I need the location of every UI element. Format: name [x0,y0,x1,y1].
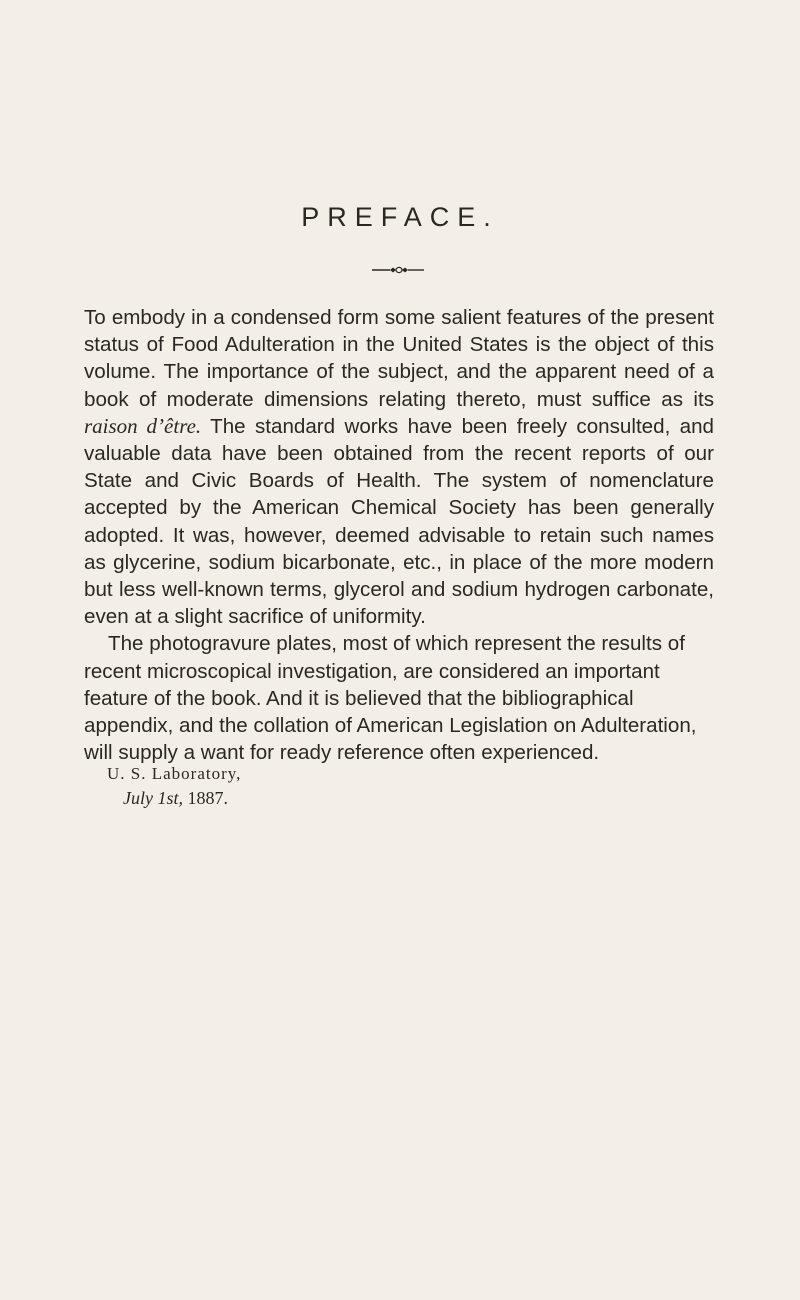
date-day: 1st, [157,788,183,808]
page-title: PREFACE. [301,202,499,232]
signature-organization: U. S. Laboratory, [107,764,242,783]
paragraph-1-italic: raison d’être. [84,413,202,438]
signature-block [107,762,507,810]
preface-body [84,304,714,766]
paragraph-1-text-b: The standard works have been freely consulted, and valuable data have been obtained from the recent reports of our State and Civic Boards of Health. The system of nomenclature accepted by the American Chemical Society has been generally adopted. It was, however, deemed advisable to retain such names as glycerine, sodium bicarbonate, etc., in place of the more modern but less well-known terms, glycerol and sodium hydrogen carbonate, even at a slight sacrifice of uniformity. [84,414,715,629]
signature-date [123,786,507,810]
paragraph-1-text-a: To embody in a condensed form some salient features of the present status of Food Adulteration in the United States is the object of this volume. The importance of the subject, and the apparent need of a book of moderate dimensions relating thereto, must suffice as its [84,306,714,411]
date-year: 1887. [187,788,228,808]
paragraph-2: The photogravure plates, most of which represent the results of recent microscopical investigation, are considered an important feature of the book. And it is believed that the bibliographical appendix, and the collation of American Legislation on Adulteration, will supply a want for ready reference often experienced. [84,632,697,765]
date-month: July [123,788,153,808]
paragraph-1 [84,304,714,630]
ornament-rule-icon [372,266,424,274]
